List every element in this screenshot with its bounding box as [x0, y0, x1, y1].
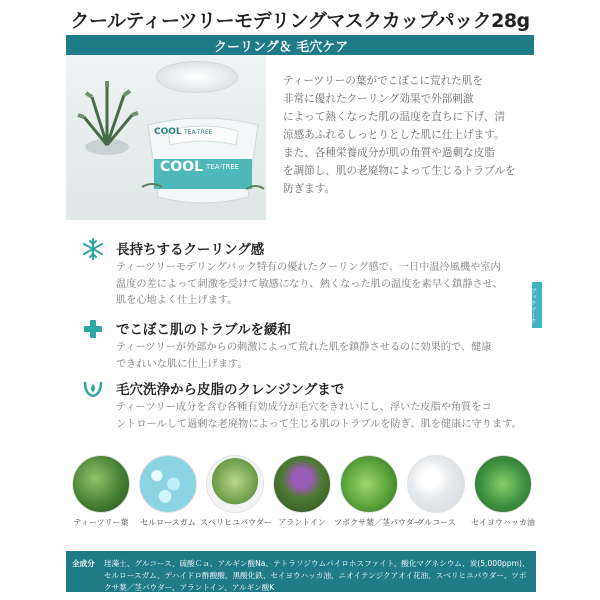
ingredient-item — [334, 455, 422, 528]
purslane-image — [206, 455, 264, 513]
cup-band-brand: COOL — [160, 159, 203, 175]
feature-body: ティーツリーが外部からの刺激によって荒れた肌を鎮静させるのに効果的で、健康 できれいな肌に仕上げます。 — [116, 342, 492, 370]
section-header-label: クーリング＆ 毛穴ケア — [214, 40, 349, 55]
section-header-bar — [66, 35, 534, 55]
centella-image — [340, 455, 398, 513]
composition-label: 全成分 — [72, 559, 95, 568]
ingredient-name: グルコース — [416, 518, 456, 527]
cup-band-sub: TEA-TREE — [206, 163, 240, 171]
ingredient-name: セイヨウハッカ油 — [471, 518, 535, 527]
feature-trouble-care — [82, 316, 542, 372]
leaf-drop-icon — [82, 378, 104, 400]
ingredient-name: ティーツリー葉 — [73, 518, 129, 527]
plant-illustration — [72, 77, 142, 157]
cup-lid-brand: COOL — [154, 127, 182, 137]
snowflake-icon — [82, 238, 104, 260]
ingredient-list — [66, 455, 536, 525]
ingredient-name: ツボクサ葉／茎パウダー — [334, 518, 422, 527]
allantoin-image — [273, 455, 331, 513]
feature-title: 長持ちするクーリング感 — [116, 242, 265, 258]
peppermint-image — [474, 455, 532, 513]
composition-text: 珪藻土、グルコース、硫酸Ｃａ、アルギン酸Na、テトラソジウムパイロホスファイト、酸化マグネシウム、炭(5,000ppm)、セルロースガム、デハイドロ酢酸酸、黒酸化鉄、セイヨウハッカ油、ニオイテンジクアオイ花油、スベリヒユパウダー、ツボクサ葉／茎パウダー、アラントイン、アルギン酸K — [104, 559, 530, 592]
product-photo — [66, 55, 266, 220]
feature-title: 毛穴洗浄から皮脂のクレンジングまで — [116, 382, 345, 398]
intro-description: ティーツリーの葉がでこぼこに荒れた肌を 非常に優れたクーリング効果で外部刺激 によって熱くなった肌の温度を直ちに下げ、清 涼感あふれるしっとりとした肌に仕上げます。 また、各種栄養成分が肌の角質や過剰な皮脂 を調節し、肌の老廃物によって生じるトラブルを 防ぎます。 — [283, 75, 516, 195]
ingredient-name: セルロースガム — [140, 518, 196, 527]
ingredient-item — [66, 455, 136, 528]
powder-bowl — [156, 61, 238, 93]
cup-lid-sub: TEA-TREE — [184, 129, 213, 136]
ingredient-item — [468, 455, 538, 528]
ingredient-item — [401, 455, 471, 528]
ingredient-item — [200, 455, 270, 528]
feature-title: でこぼこ肌のトラブルを緩和 — [116, 322, 291, 338]
glucose-image — [407, 455, 465, 513]
feature-cooling — [82, 236, 542, 306]
ingredient-name: スベリヒユパウダー — [200, 518, 272, 527]
bookmark-tab[interactable] — [529, 282, 542, 328]
feature-pore-cleansing — [82, 376, 542, 436]
ingredient-name: アラントイン — [278, 518, 326, 527]
page-title: クールティーツリーモデリングマスクカップパック28g — [70, 10, 530, 32]
cross-icon — [82, 318, 104, 340]
composition-footer — [66, 551, 536, 592]
bookmark-label: ブックマーク — [529, 288, 536, 324]
feature-body: ティーツリー成分を含む各種有効成分が毛穴をきれいにし、浮いた皮脂や角質をコ ントロールして過剰な老廃物によって生じる肌のトラブルを防ぎ、肌を健康に守ります。 — [116, 402, 522, 430]
tea-tree-leaf-image — [72, 455, 130, 513]
ingredient-item — [267, 455, 337, 528]
ingredient-item — [133, 455, 203, 528]
cellulose-gum-image — [139, 455, 197, 513]
feature-body: ティーツリーモデリングパック特有の優れたクーリング感で、一日中温冷風機や室内 温度の差によって刺激を受けて敏感になり、熱くなった肌の温度を素早く鎮静させ、 肌を心地よく仕上げます。 — [116, 262, 503, 306]
